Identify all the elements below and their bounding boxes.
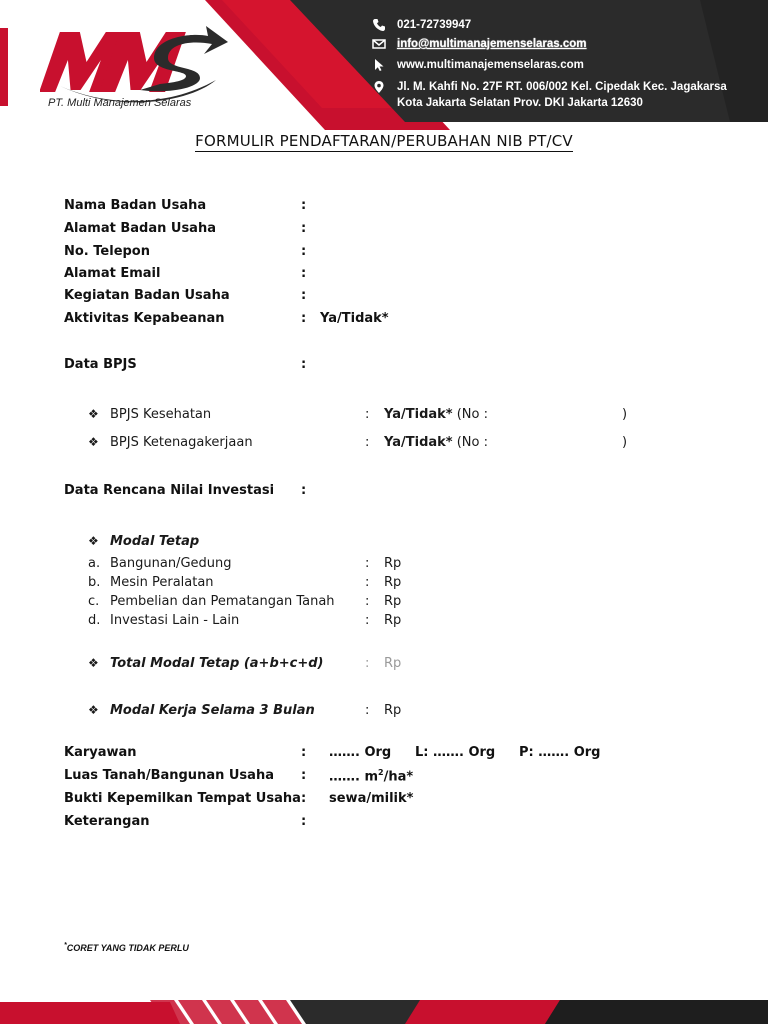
diamond-bullet-icon: ❖ [88, 534, 99, 548]
modal-tetap-label: Modal Tetap [110, 534, 200, 549]
luas-unit: /ha* [383, 769, 414, 785]
colon: : [301, 221, 307, 236]
footnote-text: CORET YANG TIDAK PERLU [66, 943, 189, 953]
colon: : [301, 483, 307, 498]
letterhead [0, 0, 768, 130]
diamond-bullet-icon: ❖ [88, 703, 99, 717]
colon: : [365, 575, 370, 590]
field-label: Alamat Badan Usaha [64, 221, 216, 236]
karyawan-perempuan[interactable]: P: ……. Org [519, 745, 601, 760]
company-name: PT. Multi Manajemen Selaras [48, 97, 192, 109]
total-modal-tetap-label: Total Modal Tetap (a+b+c+d) [110, 656, 324, 671]
luas-superscript: 2 [378, 768, 384, 777]
form-title [0, 132, 768, 150]
field-label: Luas Tanah/Bangunan Usaha [64, 768, 274, 783]
bpjs-no-label: (No : [456, 435, 488, 450]
footnote-mark: * [64, 942, 67, 949]
colon: : [365, 556, 370, 571]
colon: : [301, 814, 307, 829]
item-letter: d. [88, 613, 101, 628]
bpjs-choice: Ya/Tidak* [384, 435, 453, 450]
item-value[interactable]: Rp [384, 575, 402, 590]
colon: : [301, 745, 307, 760]
bpjs-label: BPJS Kesehatan [110, 407, 212, 422]
bpjs-choice: Ya/Tidak* [384, 407, 453, 422]
field-label: No. Telepon [64, 244, 150, 259]
address-line-2: Kota Jakarta Selatan Prov. DKI Jakarta 12630 [397, 97, 643, 109]
colon: : [301, 198, 307, 213]
item-label: Bangunan/Gedung [110, 556, 232, 571]
total-modal-tetap-value[interactable]: Rp [384, 656, 402, 671]
modal-kerja-label: Modal Kerja Selama 3 Bulan [110, 703, 315, 718]
item-value[interactable]: Rp [384, 594, 402, 609]
envelope-icon [372, 37, 386, 51]
cursor-icon [372, 58, 386, 72]
colon: : [301, 357, 307, 372]
karyawan-laki-laki[interactable]: L: ……. Org [415, 745, 496, 760]
item-letter: c. [88, 594, 100, 609]
colon: : [365, 435, 370, 450]
field-value[interactable]: Ya/Tidak* [320, 311, 389, 326]
field-label: Bukti Kepemilkan Tempat Usaha [64, 791, 301, 806]
luas-value: ……. m [329, 769, 379, 785]
field-label: Karyawan [64, 745, 137, 760]
item-value[interactable]: Rp [384, 613, 402, 628]
footnote [64, 942, 189, 953]
phone-icon [372, 18, 386, 32]
colon: : [301, 266, 307, 281]
bpjs-close-paren: ) [622, 435, 628, 450]
bpjs-no-label: (No : [456, 407, 488, 422]
field-label: Nama Badan Usaha [64, 198, 207, 213]
colon: : [301, 768, 307, 783]
item-label: Pembelian dan Pematangan Tanah [110, 594, 335, 609]
form-title-text: FORMULIR PENDAFTARAN/PERUBAHAN NIB PT/CV [195, 132, 573, 150]
diamond-bullet-icon: ❖ [88, 435, 99, 449]
item-label: Mesin Peralatan [110, 575, 214, 590]
bpjs-close-paren: ) [622, 407, 628, 422]
bpjs-value[interactable] [384, 435, 488, 450]
website-link[interactable]: www.multimanajemenselaras.com [397, 59, 584, 71]
field-label: Keterangan [64, 814, 150, 829]
colon: : [365, 703, 370, 718]
colon: : [301, 244, 307, 259]
field-label: Kegiatan Badan Usaha [64, 288, 230, 303]
bpjs-label: BPJS Ketenagakerjaan [110, 435, 253, 450]
item-value[interactable]: Rp [384, 556, 402, 571]
phone-text: 021-72739947 [397, 19, 472, 31]
left-red-stripe [0, 28, 8, 106]
colon: : [365, 656, 370, 671]
item-label: Investasi Lain - Lain [110, 613, 240, 628]
colon: : [301, 791, 307, 806]
bpjs-value[interactable] [384, 407, 488, 422]
modal-kerja-value[interactable]: Rp [384, 703, 402, 718]
colon: : [301, 288, 307, 303]
diamond-bullet-icon: ❖ [88, 656, 99, 670]
address-line-1: Jl. M. Kahfi No. 27F RT. 006/002 Kel. Cipedak Kec. Jagakarsa [397, 81, 727, 93]
item-letter: b. [88, 575, 101, 590]
colon: : [301, 311, 307, 326]
field-value[interactable]: sewa/milik* [329, 791, 414, 806]
colon: : [365, 407, 370, 422]
field-label: Alamat Email [64, 266, 161, 281]
field-label: Data BPJS [64, 357, 137, 372]
colon: : [365, 613, 370, 628]
footer-band [0, 996, 768, 1024]
field-label: Data Rencana Nilai Investasi [64, 483, 275, 498]
diamond-bullet-icon: ❖ [88, 407, 99, 421]
item-letter: a. [88, 556, 101, 571]
location-pin-icon [372, 80, 386, 94]
email-link[interactable]: info@multimanajemenselaras.com [397, 38, 587, 50]
karyawan-total[interactable]: ……. Org [329, 745, 392, 760]
field-value[interactable] [329, 768, 413, 784]
field-label: Aktivitas Kepabeanan [64, 311, 225, 326]
colon: : [365, 594, 370, 609]
